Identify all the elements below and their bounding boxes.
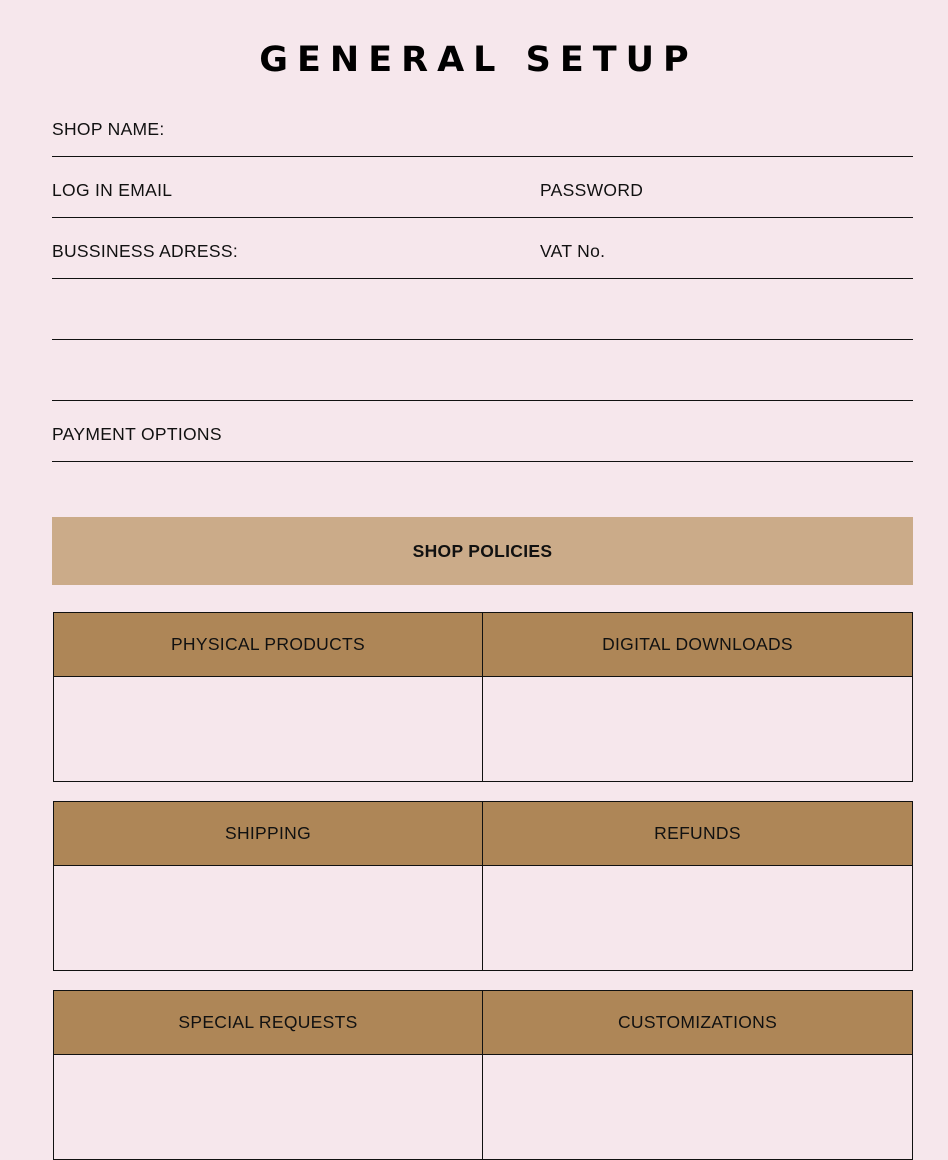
address-line-2[interactable] <box>52 279 913 340</box>
address-row[interactable] <box>52 218 913 279</box>
shop-name-field[interactable] <box>52 96 913 157</box>
address-line-3[interactable] <box>52 340 913 401</box>
page-title: GENERAL SETUP <box>259 40 698 80</box>
shop-name-label: SHOP NAME: <box>52 119 165 139</box>
policy-table-shipping <box>53 801 913 971</box>
policy-table-products <box>53 612 913 782</box>
customizations-cell[interactable] <box>483 1055 912 1159</box>
payment-options-label: PAYMENT OPTIONS <box>52 424 222 444</box>
shipping-cell[interactable] <box>54 866 483 970</box>
payment-options-field[interactable] <box>52 401 913 462</box>
business-address-label: BUSSINESS ADRESS: <box>52 241 238 261</box>
password-label: PASSWORD <box>540 180 644 200</box>
vat-number-label: VAT No. <box>540 241 606 261</box>
customizations-header: CUSTOMIZATIONS <box>483 991 912 1055</box>
refunds-header: REFUNDS <box>483 802 912 866</box>
physical-products-cell[interactable] <box>54 677 483 781</box>
policy-table-requests <box>53 990 913 1160</box>
physical-products-header: PHYSICAL PRODUCTS <box>54 613 483 677</box>
digital-downloads-cell[interactable] <box>483 677 912 781</box>
special-requests-cell[interactable] <box>54 1055 483 1159</box>
refunds-cell[interactable] <box>483 866 912 970</box>
login-email-label: LOG IN EMAIL <box>52 180 173 200</box>
shipping-header: SHIPPING <box>54 802 483 866</box>
special-requests-header: SPECIAL REQUESTS <box>54 991 483 1055</box>
login-row[interactable] <box>52 157 913 218</box>
shop-policies-banner: SHOP POLICIES <box>52 517 913 585</box>
digital-downloads-header: DIGITAL DOWNLOADS <box>483 613 912 677</box>
